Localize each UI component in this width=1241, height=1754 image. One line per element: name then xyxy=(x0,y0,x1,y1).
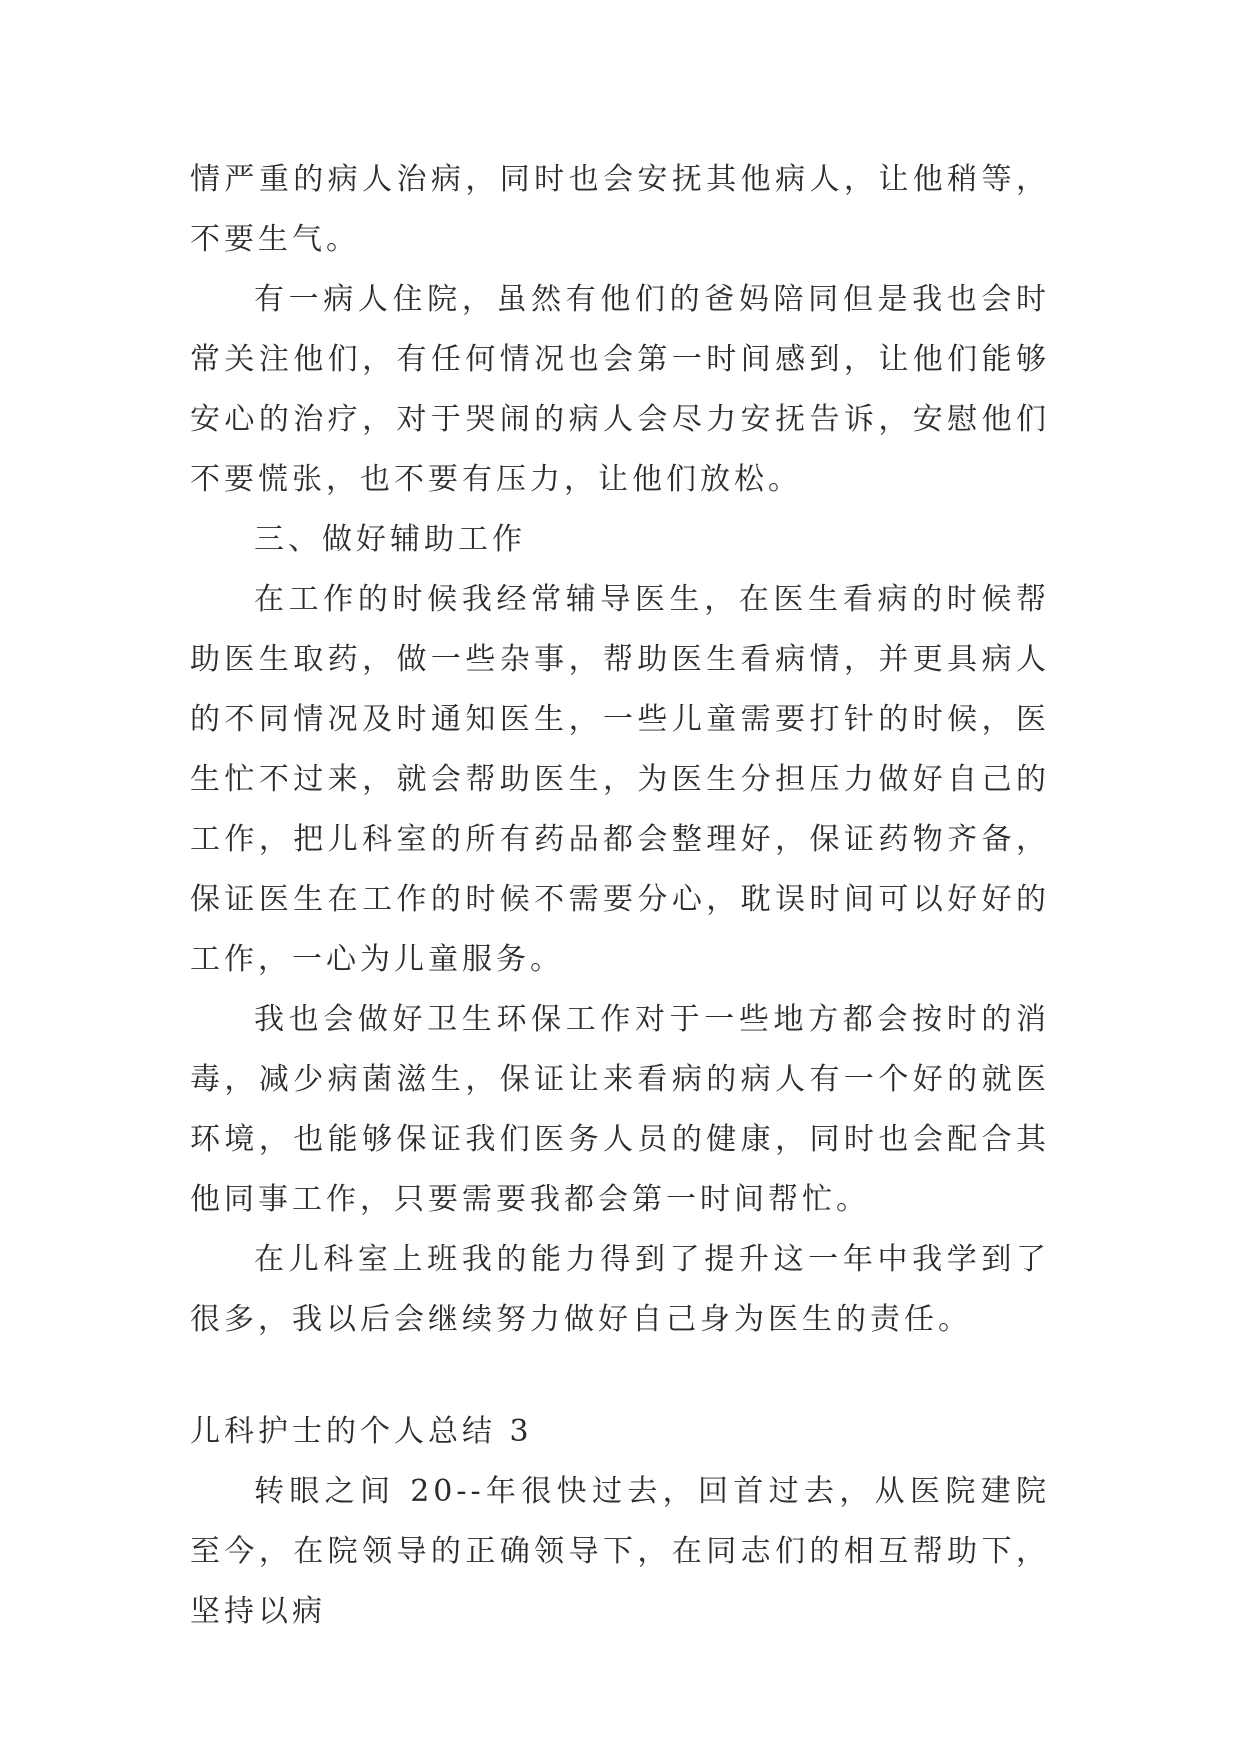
paragraph: 有一病人住院，虽然有他们的爸妈陪同但是我也会时常关注他们，有任何情况也会第一时间感到，让他们能够安心的治疗，对于哭闹的病人会尽力安抚告诉，安慰他们不要慌张，也不要有压力，让他们放松。 xyxy=(190,282,1050,497)
section-heading: 三、做好辅助工作 xyxy=(254,522,526,557)
document-body xyxy=(190,150,1050,1642)
paragraph-continuation: 情严重的病人治病，同时也会安抚其他病人，让他稍等，不要生气。 xyxy=(190,162,1050,257)
paragraph: 转眼之间 20--年很快过去，回首过去，从医院建院至今，在院领导的正确领导下，在同志们的相互帮助下，坚持以病 xyxy=(190,1474,1050,1629)
paragraph: 在工作的时候我经常辅导医生，在医生看病的时候帮助医生取药，做一些杂事，帮助医生看病情，并更具病人的不同情况及时通知医生，一些儿童需要打针的时候，医生忙不过来，就会帮助医生，为医生分担压力做好自己的工作，把儿科室的所有药品都会整理好，保证药物齐备，保证医生在工作的时候不需要分心，耽误时间可以好好的工作，一心为儿童服务。 xyxy=(190,582,1050,977)
document-subtitle: 儿科护士的个人总结 3 xyxy=(190,1414,533,1449)
paragraph: 我也会做好卫生环保工作对于一些地方都会按时的消毒，减少病菌滋生，保证让来看病的病人有一个好的就医环境，也能够保证我们医务人员的健康，同时也会配合其他同事工作，只要需要我都会第一时间帮忙。 xyxy=(190,1002,1050,1217)
paragraph: 在儿科室上班我的能力得到了提升这一年中我学到了很多，我以后会继续努力做好自己身为医生的责任。 xyxy=(190,1242,1050,1337)
